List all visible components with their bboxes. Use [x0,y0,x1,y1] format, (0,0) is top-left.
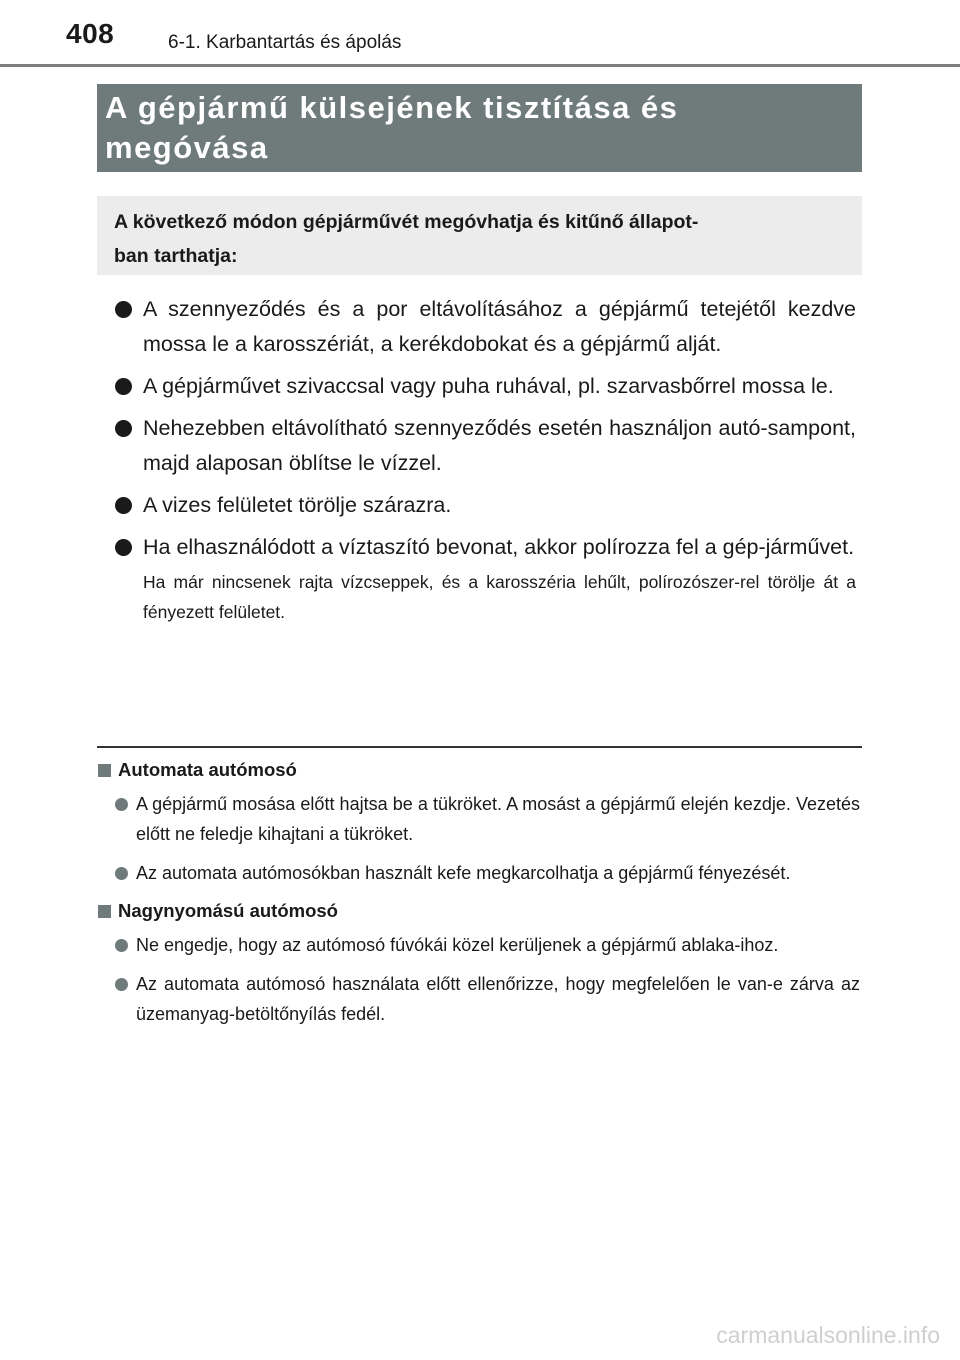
small-dot-icon [115,978,128,991]
bullet-text: A gépjárművet szivaccsal vagy puha ruhával, pl. szarvasbőrrel mossa le. [143,374,834,398]
bullet-dot-icon [115,420,132,437]
bullet-item [115,530,856,627]
section-label: 6-1. Karbantartás és ápolás [168,32,402,53]
bullet-dot-icon [115,497,132,514]
subsection-heading [98,757,860,783]
subsection-item-text: Az automata autómosó használata előtt ellenőrizze, hogy megfelelően le van-e zárva az üzemanyag-betöltőnyílás fedél. [136,974,860,1024]
bullet-item [115,411,856,481]
subsection-item [98,969,860,1029]
intro-line-2: ban tarthatja: [114,245,238,267]
intro-box [97,196,862,275]
subsection-item-text: A gépjármű mosása előtt hajtsa be a tükröket. A mosást a gépjármű elején kezdje. Vezetés előtt ne feledje kihajtani a tükröket. [136,794,860,844]
subsection-list [98,789,860,888]
subsections [98,757,860,1039]
small-dot-icon [115,867,128,880]
square-bullet-icon [98,905,111,918]
subsection-heading-text: Automata autómosó [118,759,297,780]
page-number: 408 [66,18,115,49]
intro-text [114,205,845,273]
page-title-line-2: megóvása [105,130,269,165]
square-bullet-icon [98,764,111,777]
bullet-text: Ha elhasználódott a víztaszító bevonat, akkor polírozza fel a gép-járművet. [143,535,855,559]
subsection-item [98,789,860,849]
bullet-item [115,488,856,523]
bullet-dot-icon [115,301,132,318]
bullet-text: A vizes felületet törölje szárazra. [143,493,452,517]
subsection-item-text: Ne engedje, hogy az autómosó fúvókái közel kerüljenek a gépjármű ablaka-ihoz. [136,935,779,955]
section-separator [97,746,862,748]
subsection-item [98,930,860,960]
header-rule [0,64,960,67]
small-dot-icon [115,798,128,811]
bullet-item [115,292,856,362]
bullet-note: Ha már nincsenek rajta vízcseppek, és a karosszéria lehűlt, polírozószer-rel törölje át a fényezett felületet. [143,572,856,622]
watermark: carmanualsonline.info [716,1322,940,1348]
bullet-item [115,369,856,404]
subsection-item-text: Az automata autómosókban használt kefe megkarcolhatja a gépjármű fényezését. [136,863,791,883]
subsection-item [98,858,860,888]
bullet-text: A szennyeződés és a por eltávolításához a gépjármű tetejétől kezdve mossa le a karosszériát, a kerékdobokat és a gépjármű alját. [143,297,856,356]
subsection-heading-text: Nagynyomású autómosó [118,900,338,921]
subsection-heading [98,898,860,924]
subsection-list [98,930,860,1029]
bullet-dot-icon [115,539,132,556]
intro-line-1: A következő módon gépjárművét megóvhatja és kitűnő állapot- [114,211,699,233]
title-box [97,84,862,172]
bullet-list [115,292,856,634]
bullet-text: Nehezebben eltávolítható szennyeződés esetén használjon autó-sampont, majd alaposan öblítse le vízzel. [143,416,856,475]
small-dot-icon [115,939,128,952]
bullet-dot-icon [115,378,132,395]
page-title-line-1: A gépjármű külsejének tisztítása és [105,90,679,125]
